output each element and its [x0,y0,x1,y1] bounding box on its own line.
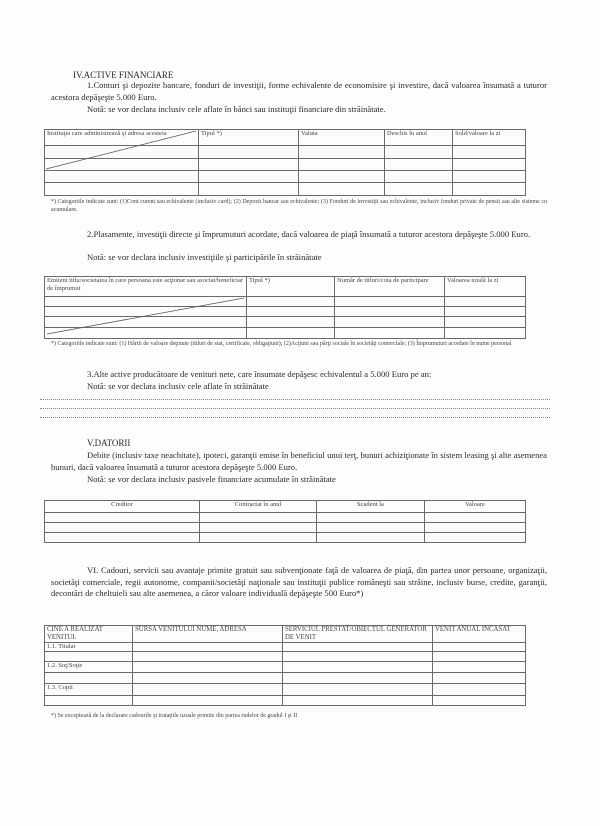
dotted-line [40,408,550,409]
table-row [45,695,526,705]
footnote-1: *) Categoriile indicate sunt: (1)Cont curent sau echivalente (inclusiv card); (2) Depozit bancar sau echivalente; (3) Fonduri de investiţii sau echivalente, inclusiv fonduri private de pensii sau alte sisteme cu acumulare. [51,199,547,213]
column-header: Tipul *) [247,277,335,297]
section-4-note-2: Notă: se vor declara inclusiv investiţiile şi participările în străinătate [87,252,322,262]
section-6-paragraph-1: VI. Cadouri, servicii sau avantaje primite gratuit sau subvenţionate faţă de valoarea de piaţă, din partea unor persoane, organizaţii, societăţi comerciale, regii autonome, companii/societăţi naţionale sau instituţii publice româneşti sau străine, inclusiv burse, credite, garanţii, decontări de cheltuieli sau alte asemenea, a căror valoare individuală depăşeşte 500 Euro*) [51,565,547,598]
section-5-note-1: Notă: se vor declara inclusiv pasivele financiare acumulate în străinătate [87,474,336,484]
section-4-note-3: Notă: se vor declara inclusiv cele aflate în străinătate [87,381,269,391]
gifts-table [44,625,526,706]
column-header: Sold/valoare la zi [453,130,526,146]
table-row [45,651,526,661]
column-header: Valuta [299,130,385,146]
section-4-paragraph-2: 2.Plasamente, investiţii directe şi împrumuturi acordate, dacă valoarea de piaţă însumată a tuturor acestora depăşeşte 5.000 Euro. [87,229,531,239]
column-header: Contractat în anul [200,501,317,513]
row-label: 1.1. Titular [45,643,133,652]
column-header: VENIT ANUAL ÎNCASAT [433,626,526,643]
section-4-paragraph-1: 1.Conturi şi depozite bancare, fonduri de investiţii, forme echivalente de economisire şi investire, dacă valoarea însumată a tuturor acestora depăşeşte 5.000 Euro. [51,80,547,102]
column-header: CINE A REALIZAT VENITUL [45,626,133,643]
section-4-heading: IV.ACTIVE FINANCIARE [73,70,174,80]
table-row [45,523,526,533]
strike-through-line [44,276,246,338]
column-header: Creditor [45,501,200,513]
column-header: Scadent la [317,501,425,513]
column-header: Tipul *) [199,130,299,146]
section-4-note-1: Notă: se vor declara inclusiv cele aflate în bănci sau instituţii financiare din străinătate. [87,104,386,114]
strike-through-line [44,129,198,195]
debts-table [44,500,526,543]
column-header: Emitent titlu/societatea în care persoana este acţionar sau asociat/beneficiar de împrumut [45,277,247,297]
table-row [45,643,526,652]
section-4-paragraph-3: 3.Alte active producătoare de venituri nete, care însumate depăşesc echivalentul a 5.000 Euro pe an: [87,369,432,379]
table-row [45,672,526,683]
row-label: 1.3. Copii [45,683,133,695]
table-row [45,533,526,543]
column-header: Valoarea totală la zi [445,277,526,297]
section-5-heading: V.DATORII [87,438,131,448]
column-header: Valoare [425,501,526,513]
section-5-paragraph-1: Debite (inclusiv taxe neachitate), ipoteci, garanţii emise în beneficiul unui terţ, bunuri achiziţionate în sistem leasing şi alte asemenea bunuri, dacă valoarea însumată a tuturor acestora depăşeşte 5.000 Euro. [51,450,547,472]
footnote-2: *) Categoriile indicate sunt: (1) Hârtii de valoare deţinute (titluri de stat, certificate, obligaţiuni); (2)Acţiuni sau părţi sociale în societăţi comerciale; (3) Împrumuturi acordate în nume personal [51,341,512,347]
footnote-3: *) Se exceptează de la declarare cadourile şi trataţiile uzuale primite din partea rudelor de gradul I şi II [51,713,298,719]
column-header: Deschis în anul [385,130,453,146]
column-header: SURSA VENITULUI NUME, ADRESA [133,626,283,643]
table-row [45,683,526,695]
table-row [45,513,526,523]
column-header: Instituţia care administrează şi adresa acesteia [45,130,199,146]
table-row [45,661,526,672]
column-header: Număr de titluri/cota de participare [335,277,445,297]
dotted-line [40,417,550,418]
column-header: SERVICIUL PRESTAT/OBIECTUL GENERATOR DE VENIT [283,626,433,643]
dotted-line [40,399,550,400]
row-label: 1.2. Soţ/Soţie [45,661,133,672]
